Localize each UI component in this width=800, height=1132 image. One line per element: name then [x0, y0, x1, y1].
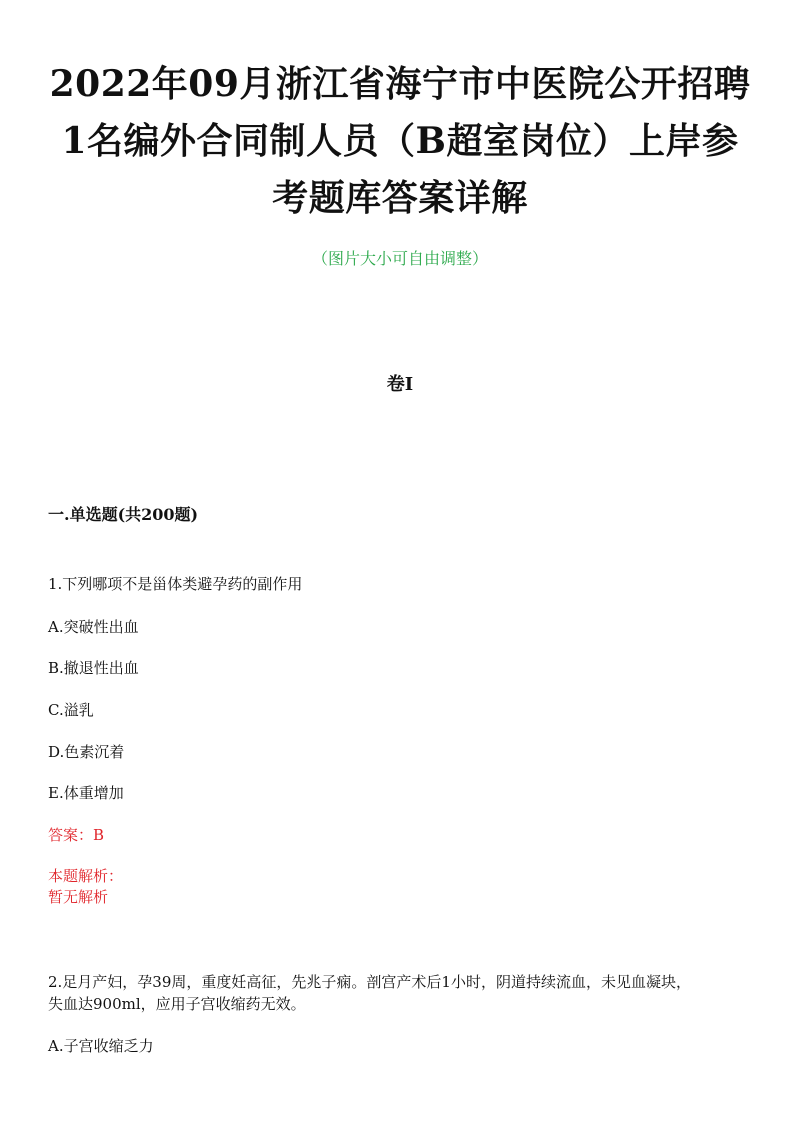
question-1-option-c: C.溢乳: [48, 701, 94, 719]
title-line-3: 考题库答案详解: [272, 177, 528, 219]
question-2-stem-line-2: 失血达900ml，应用子宫收缩药无效。: [48, 995, 306, 1013]
subtitle-note: （图片大小可自由调整）: [311, 249, 488, 268]
question-1-answer: 答案：B: [48, 826, 105, 844]
document-title: [40, 56, 760, 227]
question-1-option-d: D.色素沉着: [48, 743, 125, 761]
question-1-analysis: 暂无解析: [48, 888, 109, 906]
question-1-option-a: A.突破性出血: [48, 618, 139, 636]
volume-heading: 卷I: [386, 374, 414, 395]
section-heading: 一.单选题(共200题): [48, 505, 199, 524]
question-1-stem: 1.下列哪项不是甾体类避孕药的副作用: [48, 575, 303, 593]
question-2-stem-line-1: 2.足月产妇，孕39周，重度妊高征，先兆子痫。剖宫产术后1小时，阴道持续流血，未见血凝块，: [48, 973, 691, 991]
question-1-analysis-label: 本题解析：: [48, 867, 124, 885]
question-2-option-a: A.子宫收缩乏力: [48, 1037, 154, 1055]
question-1-option-b: B.撤退性出血: [48, 659, 139, 677]
question-1-option-e: E.体重增加: [48, 784, 124, 802]
title-line-2: 1名编外合同制人员（B超室岗位）上岸参: [61, 120, 739, 162]
title-line-1: 2022年09月浙江省海宁市中医院公开招聘: [49, 63, 751, 105]
